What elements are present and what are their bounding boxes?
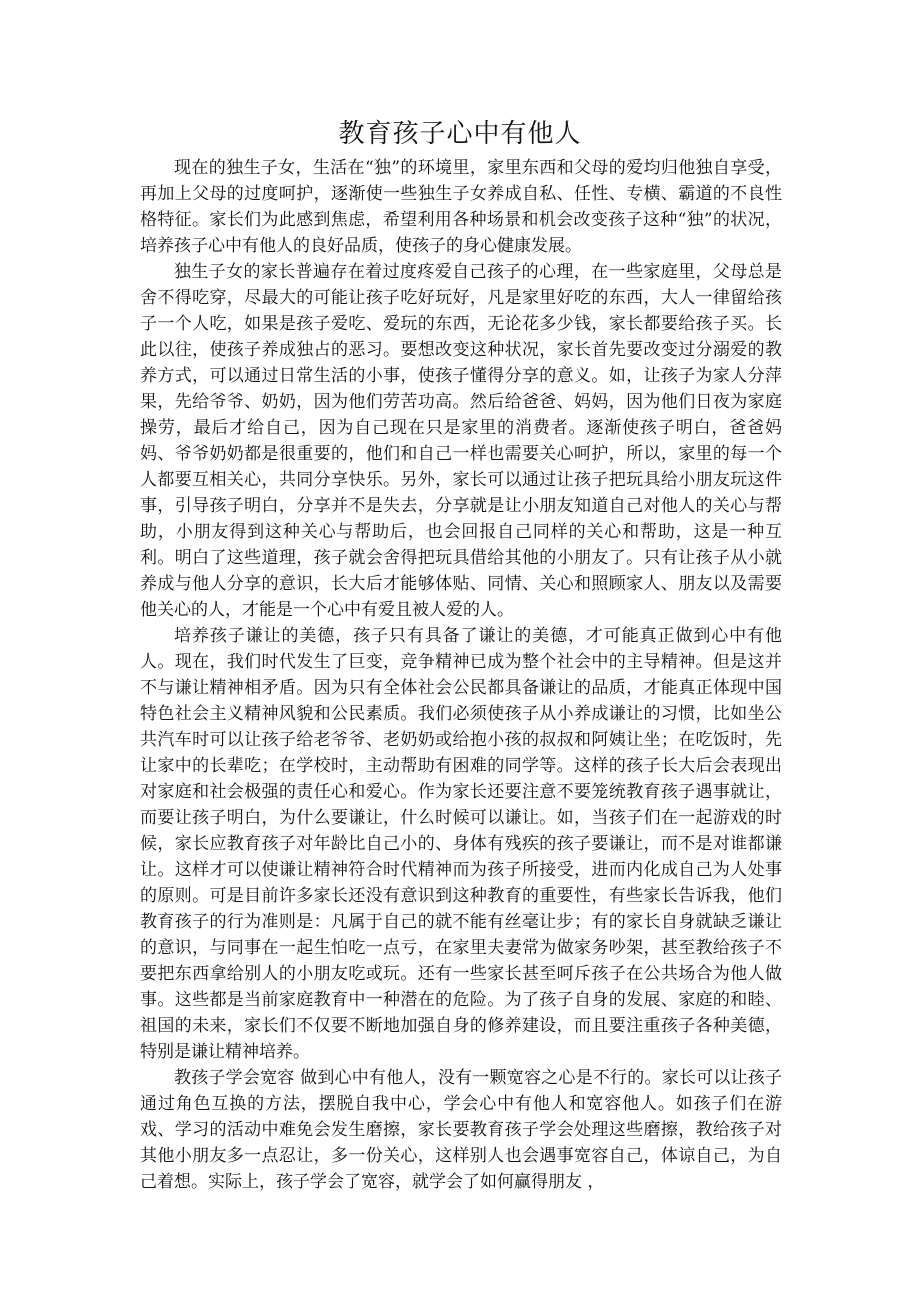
document-body [140,155,782,1195]
paragraph-tolerance: 教孩子学会宽容 做到心中有他人，没有一颗宽容之心是不行的。家长可以让孩子通过角色互换的方法，摆脱自我中心，学会心中有他人和宽容他人。如孩子们在游戏、学习的活动中难免会发生磨擦，家长要教育孩子学会处理这些磨擦，教给孩子对其他小朋友多一点忍让，多一份关心，这样别人也会遇事宽容自己，体谅自己，为自己着想。实际上，孩子学会了宽容，就学会了如何赢得朋友 ， [140,1068,782,1192]
document-title: 教育孩子心中有他人 [338,119,582,149]
paragraph-sharing: 独生子女的家长普遍存在着过度疼爱自己孩子的心理，在一些家庭里，父母总是舍不得吃穿，尽最大的可能让孩子吃好玩好，凡是家里好吃的东西，大人一律留给孩子一个人吃，如果是孩子爱吃、爱玩的东西，无论花多少钱，家长都要给孩子买。长此以往，使孩子养成独占的恶习。要想改变这种状况，家长首先要改变过分溺爱的教养方式，可以通过日常生活的小事，使孩子懂得分享的意义。如，让孩子为家人分萍果，先给爷爷、奶奶，因为他们劳苦功高。然后给爸爸、妈妈，因为他们日夜为家庭操劳，最后才给自己，因为自己现在只是家里的消费者。逐渐使孩子明白，爸爸妈妈、爷爷奶奶都是很重要的，他们和自己一样也需要关心呵护，所以，家里的每一个人都要互相关心，共同分享快乐。另外，家长可以通过让孩子把玩具给小朋友玩这件事，引导孩子明白，分享并不是失去，分享就是让小朋友知道自己对他人的关心与帮助，小朋友得到这种关心与帮助后，也会回报自己同样的关心和帮助，这是一种互利。明白了这些道理，孩子就会舍得把玩具借给其他的小朋友了。只有让孩子从小就养成与他人分享的意识，长大后才能够体贴、同情、关心和照顾家人、朋友以及需要他关心的人，才能是一个心中有爱且被人爱的人。 [140,262,782,620]
paragraph-intro: 现在的独生子女，生活在“独”的环境里，家里东西和父母的爱均归他独自享受，再加上父母的过度呵护，逐渐使一些独生子女养成自私、任性、专横、霸道的不良性格特征。家长们为此感到焦虑，希望利用各种场景和机会改变孩子这种“独”的状况，培养孩子心中有他人的良好品质，使孩子的身心健康发展。 [140,158,782,256]
paragraph-modesty: 培养孩子谦让的美德，孩子只有具备了谦让的美德，才可能真正做到心中有他人。现在，我们时代发生了巨变，竞争精神已成为整个社会中的主导精神。但是这并不与谦让精神相矛盾。因为只有全体社会公民都具备谦让的品质，才能真正体现中国特色社会主义精神风貌和公民素质。我们必须使孩子从小养成谦让的习惯，比如坐公共汽车时可以让孩子给老爷爷、老奶奶或给抱小孩的叔叔和阿姨让坐；在吃饭时，先让家中的长辈吃；在学校时，主动帮助有困难的同学等。这样的孩子长大后会表现出对家庭和社会极强的责任心和爱心。作为家长还要注意不要笼统教育孩子遇事就让，而要让孩子明白，为什么要谦让，什么时候可以谦让。如，当孩子们在一起游戏的时候，家长应教育孩子对年龄比自己小的、身体有残疾的孩子要谦让，而不是对谁都谦让。这样才可以使谦让精神符合时代精神而为孩子所接受，进而内化成自己为人处事的原则。可是目前许多家长还没有意识到这种教育的重要性，有些家长告诉我，他们教育孩子的行为准则是：凡属于自己的就不能有丝毫让步；有的家长自身就缺乏谦让的意识，与同事在一起生怕吃一点亏，在家里夫妻常为做家务吵架，甚至教给孩子不要把东西拿给别人的小朋友吃或玩。还有一些家长甚至呵斥孩子在公共场合为他人做事。这些都是当前家庭教育中一种潜在的危险。为了孩子自身的发展、家庭的和睦、祖国的未来，家长们不仅要不断地加强自身的修养建设，而且要注重孩子各种美德，特别是谦让精神培养。 [140,626,782,1062]
